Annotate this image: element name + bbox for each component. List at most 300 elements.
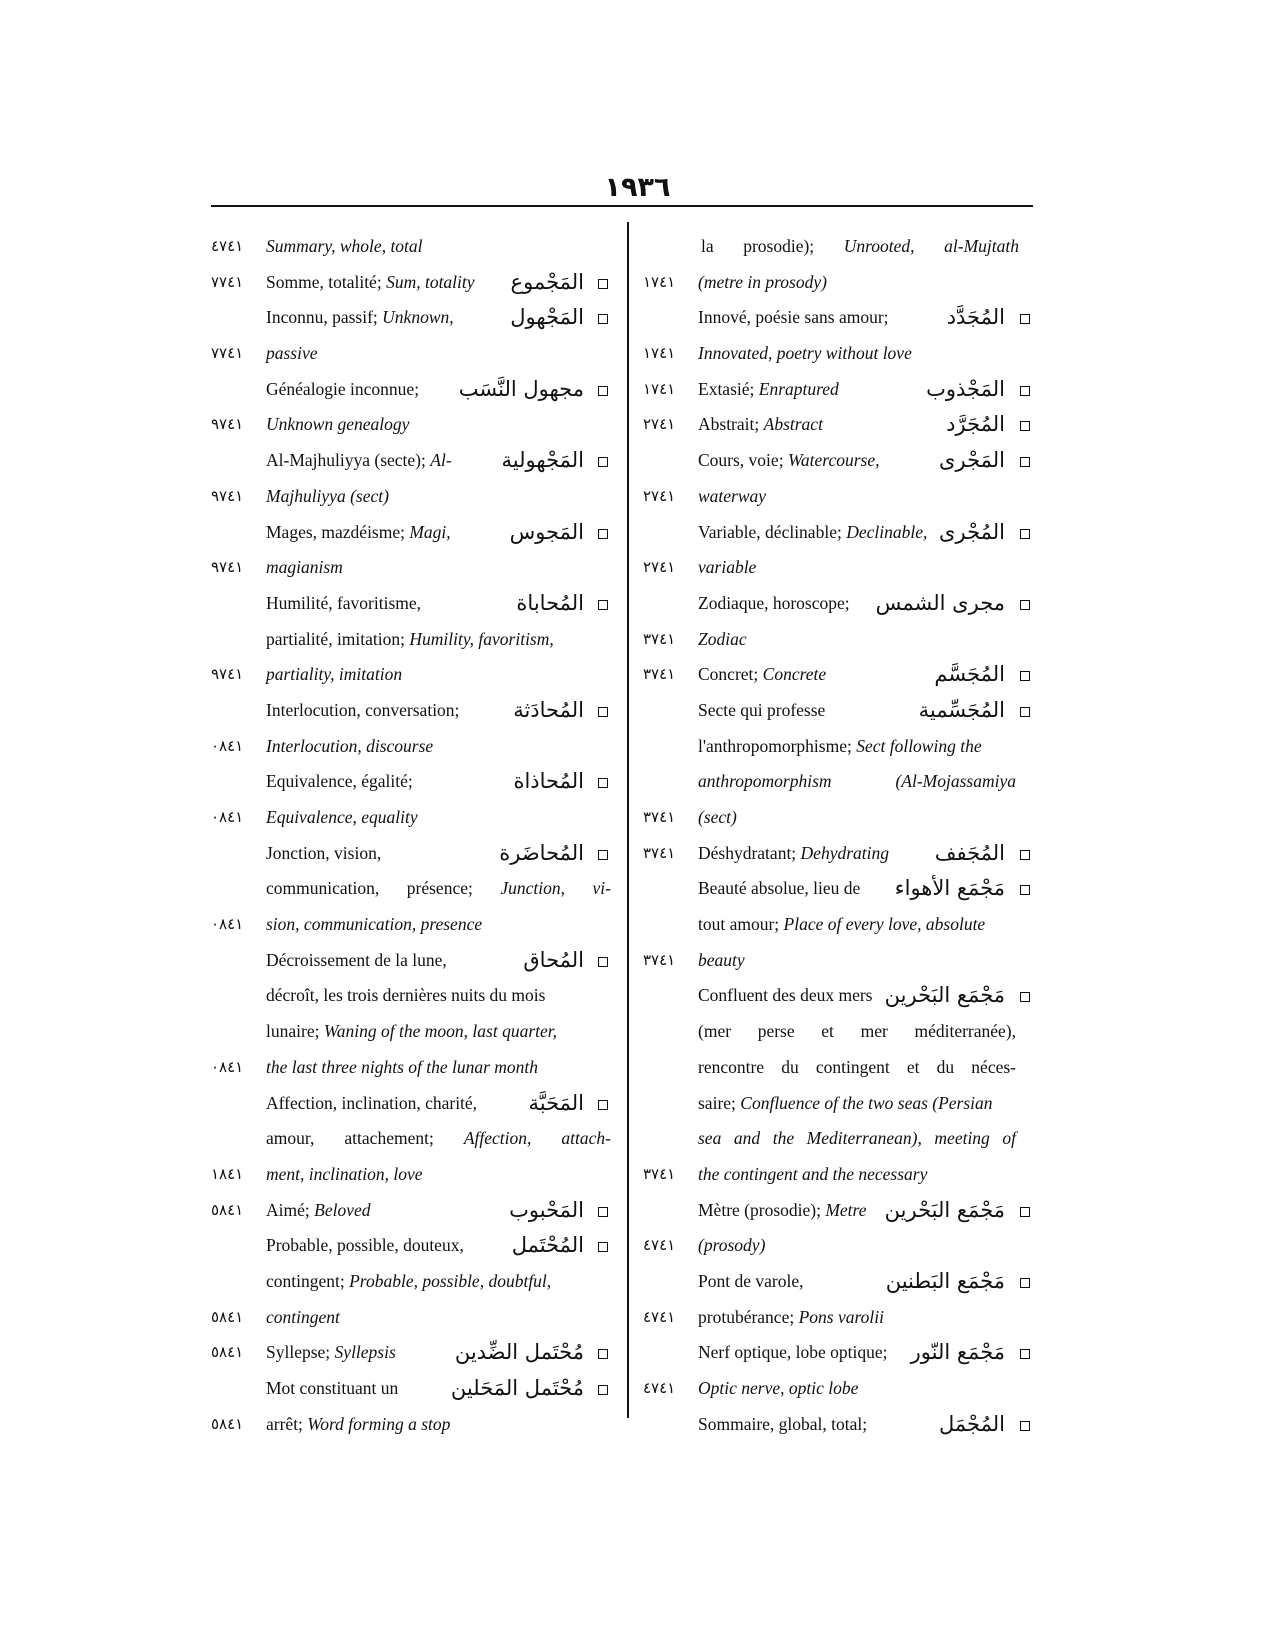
entry-line xyxy=(643,943,1045,979)
entry-line xyxy=(211,1193,622,1229)
reference-number: ١٤٧٢ xyxy=(643,558,676,577)
arabic-headword: مجهول النَّسَب xyxy=(458,376,584,401)
definition-text xyxy=(698,729,982,765)
english-gloss: Place of every love, absolute xyxy=(783,914,986,935)
entry-line xyxy=(643,729,1045,765)
entry-line xyxy=(211,978,622,1014)
arabic-headword: المُجَسَّم xyxy=(934,662,1005,687)
entry-bullet-icon xyxy=(598,1242,608,1252)
entry-bullet-icon xyxy=(1020,1349,1030,1359)
definition-text xyxy=(266,657,402,693)
french-gloss: décroît, les trois dernières nuits du mois xyxy=(266,985,546,1006)
french-gloss: rencontre du contingent et du néces- xyxy=(698,1056,1016,1077)
entry-bullet-icon xyxy=(1020,386,1030,396)
entry-line xyxy=(643,265,1045,301)
english-gloss: Concrete xyxy=(762,664,827,685)
definition-text xyxy=(698,515,927,551)
definition-text xyxy=(698,907,985,943)
entry-line xyxy=(211,764,622,800)
arabic-headword: مجرى الشمس xyxy=(875,590,1005,615)
entry-line xyxy=(643,550,1045,586)
entry-line xyxy=(211,622,622,658)
entry-bullet-icon xyxy=(1020,457,1030,467)
definition-text xyxy=(698,764,1016,800)
french-gloss: (mer perse et mer méditerranée), xyxy=(698,1021,1016,1042)
reference-number: ١٤٨١ xyxy=(211,1164,244,1183)
french-gloss: Mot constituant un xyxy=(266,1378,399,1398)
english-gloss: Equivalence, equality xyxy=(266,807,418,827)
entry-line xyxy=(211,1335,622,1371)
entry-bullet-icon xyxy=(598,386,608,396)
entry-line xyxy=(211,443,622,479)
arabic-headword: المَجوس xyxy=(509,519,584,544)
reference-number: ١٤٧٣ xyxy=(643,843,676,862)
english-gloss: passive xyxy=(266,343,318,364)
entry-line xyxy=(211,336,622,372)
reference-number: ١٤٧٧ xyxy=(211,272,244,291)
english-gloss: Junction, vi- xyxy=(500,878,611,899)
entry-bullet-icon xyxy=(598,1385,608,1395)
definition-text xyxy=(266,336,318,372)
arabic-headword: المُجْرى xyxy=(939,519,1005,544)
definition-text xyxy=(266,943,447,979)
entry-bullet-icon xyxy=(1020,1278,1030,1288)
entry-line xyxy=(643,836,1045,872)
definition-text xyxy=(698,550,756,586)
french-gloss: Humilité, favoritisme, xyxy=(266,592,422,613)
entry-line xyxy=(211,1050,622,1086)
definition-text xyxy=(698,336,912,372)
definition-text xyxy=(266,693,459,729)
definition-text xyxy=(266,1228,464,1264)
arabic-headword: مَجْمَع الأهواء xyxy=(894,876,1005,901)
column-divider xyxy=(627,222,629,1418)
reference-number: ١٤٧٤ xyxy=(211,237,244,255)
definition-text xyxy=(698,871,860,907)
entry-line xyxy=(211,1371,622,1407)
entry-line xyxy=(211,1228,622,1264)
french-gloss: Variable, déclinable; xyxy=(698,521,847,542)
entry-line xyxy=(643,1193,1045,1229)
definition-text xyxy=(698,443,879,479)
arabic-headword: مَجْمَع النّور xyxy=(910,1340,1005,1365)
french-gloss: arrêt; xyxy=(266,1413,308,1434)
entry-line xyxy=(643,229,1045,265)
entry-line xyxy=(643,1300,1045,1336)
arabic-headword: المَجْهول xyxy=(510,305,584,330)
french-gloss: Confluent des deux mers xyxy=(698,985,873,1006)
reference-number: ١٤٨٠ xyxy=(211,1057,244,1076)
reference-number: ١٤٨٥ xyxy=(211,1343,244,1362)
entry-bullet-icon xyxy=(1020,421,1030,431)
entry-bullet-icon xyxy=(598,1207,608,1217)
english-gloss: Beloved xyxy=(314,1199,371,1220)
entry-line xyxy=(643,693,1045,729)
definition-text xyxy=(698,1050,1016,1086)
right-column xyxy=(643,229,1045,1442)
english-gloss: (prosody) xyxy=(698,1235,766,1256)
entry-line xyxy=(643,1014,1045,1050)
definition-text xyxy=(698,1335,888,1371)
definition-text xyxy=(266,550,343,586)
english-gloss: Metre xyxy=(825,1199,867,1220)
definition-text xyxy=(266,372,419,408)
english-gloss: Enraptured xyxy=(758,378,839,399)
definition-text xyxy=(698,622,747,658)
definition-text xyxy=(698,586,850,622)
entry-line xyxy=(643,479,1045,515)
arabic-headword: المُحْتَمل xyxy=(511,1233,584,1258)
entry-line xyxy=(643,622,1045,658)
entry-line xyxy=(211,372,622,408)
entry-line xyxy=(643,1264,1045,1300)
definition-text xyxy=(698,800,737,836)
entry-bullet-icon xyxy=(598,707,608,717)
arabic-headword: مُحْتَمل المَحَلين xyxy=(450,1376,584,1400)
arabic-headword: المَجْموع xyxy=(510,269,584,294)
arabic-headword: مَجْمَع البَطنين xyxy=(885,1268,1005,1293)
entry-bullet-icon xyxy=(1020,707,1030,717)
definition-text xyxy=(698,265,827,301)
french-gloss: tout amour; xyxy=(698,914,784,935)
definition-text xyxy=(698,978,872,1014)
entry-line xyxy=(211,1121,622,1157)
entry-bullet-icon xyxy=(1020,1207,1030,1217)
arabic-headword: مُحْتَمل الضِّدين xyxy=(454,1340,584,1365)
entry-line xyxy=(211,550,622,586)
entry-line xyxy=(211,300,622,336)
english-gloss: partiality, imitation xyxy=(266,664,403,685)
reference-number: ١٤٧١ xyxy=(643,344,676,363)
entry-line xyxy=(643,1050,1045,1086)
entry-line xyxy=(643,1407,1045,1443)
reference-number: ١٤٧٣ xyxy=(643,629,676,648)
reference-number: ١٤٧٣ xyxy=(643,808,676,826)
entry-line xyxy=(643,871,1045,907)
definition-text xyxy=(266,407,409,443)
entry-line xyxy=(211,1407,622,1443)
english-gloss: Syllepsis xyxy=(334,1342,396,1363)
french-gloss: Zodiaque, horoscope; xyxy=(698,592,850,613)
english-gloss: contingent xyxy=(266,1306,340,1327)
entry-line xyxy=(211,943,622,979)
definition-text xyxy=(698,1371,858,1407)
definition-text xyxy=(266,978,545,1014)
definition-text xyxy=(266,1193,370,1229)
english-gloss: sion, communication, presence xyxy=(266,914,483,935)
english-gloss: Declinable, xyxy=(846,521,928,542)
arabic-headword: المُجَرَّد xyxy=(946,412,1005,437)
definition-text xyxy=(266,1371,398,1407)
reference-number: ١٤٧٢ xyxy=(643,486,676,505)
entry-line xyxy=(211,265,622,301)
definition-text xyxy=(698,1300,884,1336)
french-gloss: Décroissement de la lune, xyxy=(266,949,447,970)
entry-bullet-icon xyxy=(1020,1421,1030,1431)
english-gloss: Abstract xyxy=(763,414,823,435)
definition-text xyxy=(266,1335,396,1371)
french-gloss: Généalogie inconnue; xyxy=(266,378,420,399)
entry-bullet-icon xyxy=(598,850,608,860)
definition-text xyxy=(266,300,454,336)
entry-line xyxy=(211,800,622,836)
french-gloss: Affection, inclination, charité, xyxy=(266,1092,478,1113)
french-gloss: Mages, mazdéisme; xyxy=(266,521,410,542)
french-gloss: Beauté absolue, lieu de xyxy=(698,878,861,899)
entry-line xyxy=(643,1157,1045,1193)
entry-line xyxy=(643,657,1045,693)
entry-line xyxy=(211,729,622,765)
entry-line xyxy=(643,764,1045,800)
entry-line xyxy=(211,515,622,551)
french-gloss: Aimé; xyxy=(266,1199,315,1220)
definition-text xyxy=(698,479,766,515)
reference-number: ١٤٧٣ xyxy=(643,665,676,684)
entry-line xyxy=(211,871,622,907)
entry-bullet-icon xyxy=(598,957,608,967)
definition-text xyxy=(266,1086,477,1122)
entry-bullet-icon xyxy=(1020,529,1030,539)
french-gloss: Pont de varole, xyxy=(698,1270,804,1291)
english-gloss: Word forming a stop xyxy=(307,1413,451,1434)
french-gloss: partialité, imitation; xyxy=(266,628,410,649)
entry-line xyxy=(643,800,1045,836)
english-gloss: beauty xyxy=(698,949,745,970)
entry-bullet-icon xyxy=(1020,314,1030,324)
entry-line xyxy=(211,1264,622,1300)
reference-number: ١٤٧٤ xyxy=(643,1307,676,1326)
english-gloss: (sect) xyxy=(698,807,737,827)
english-gloss: ment, inclination, love xyxy=(266,1163,423,1184)
definition-text xyxy=(266,515,451,551)
french-gloss: Syllepse; xyxy=(266,1342,335,1363)
definition-text xyxy=(266,479,389,515)
arabic-headword: المُجْمَل xyxy=(939,1411,1005,1436)
definition-text xyxy=(698,407,823,443)
entry-line xyxy=(643,407,1045,443)
definition-text xyxy=(266,265,475,301)
entry-line xyxy=(211,586,622,622)
french-gloss: Mètre (prosodie); xyxy=(698,1199,826,1220)
french-gloss: Inconnu, passif; xyxy=(266,307,383,328)
definition-text xyxy=(698,1264,803,1300)
reference-number: ١٤٧٤ xyxy=(643,1236,676,1255)
entry-bullet-icon xyxy=(1020,885,1030,895)
header-rule xyxy=(211,205,1033,207)
arabic-headword: المُحادَثة xyxy=(513,697,584,722)
french-gloss: Secte qui professe xyxy=(698,699,826,720)
entry-bullet-icon xyxy=(598,600,608,610)
french-gloss: lunaire; xyxy=(266,1021,324,1042)
entry-bullet-icon xyxy=(598,1100,608,1110)
reference-number: ١٤٨٥ xyxy=(211,1200,244,1219)
arabic-headword: المُحاذاة xyxy=(513,769,584,794)
english-gloss: waterway xyxy=(698,485,767,506)
reference-number: ١٤٨٠ xyxy=(211,808,244,826)
entry-bullet-icon xyxy=(598,529,608,539)
french-gloss: Concret; xyxy=(698,664,763,685)
definition-text xyxy=(698,1014,1016,1050)
definition-text xyxy=(266,907,482,943)
english-gloss: sea and the Mediterranean), meeting of xyxy=(698,1128,1016,1149)
definition-text xyxy=(266,1014,557,1050)
french-gloss: amour, attachement; xyxy=(266,1128,464,1149)
english-gloss: the last three nights of the lunar month xyxy=(266,1056,539,1077)
entry-line xyxy=(211,907,622,943)
definition-text xyxy=(266,1300,340,1336)
english-gloss: Waning of the moon, last quarter, xyxy=(323,1021,558,1042)
entry-line xyxy=(211,479,622,515)
entry-line xyxy=(211,1086,622,1122)
reference-number: ١٤٨٥ xyxy=(211,1414,244,1433)
english-gloss: Unrooted, al-Mujtath xyxy=(843,236,1019,256)
reference-number: ١٤٨٠ xyxy=(211,736,244,755)
entry-line xyxy=(211,407,622,443)
definition-text xyxy=(266,1121,611,1157)
definition-text xyxy=(266,443,452,479)
reference-number: ١٤٧٩ xyxy=(211,558,244,577)
definition-text xyxy=(698,943,745,979)
entry-line xyxy=(643,1228,1045,1264)
reference-number: ١٤٧١ xyxy=(643,272,676,291)
definition-text xyxy=(266,622,554,658)
english-gloss: Innovated, poetry without love xyxy=(698,343,912,364)
entry-bullet-icon xyxy=(1020,600,1030,610)
entry-line xyxy=(643,300,1045,336)
english-gloss: Humility, favoritism, xyxy=(409,628,554,649)
definition-text xyxy=(266,1157,423,1193)
english-gloss: Sect following the xyxy=(856,735,982,756)
reference-number: ١٤٧٧ xyxy=(211,344,244,363)
english-gloss: Interlocution, discourse xyxy=(266,735,434,756)
english-gloss: Magi, xyxy=(409,521,451,542)
entry-bullet-icon xyxy=(1020,850,1030,860)
english-gloss: Majhuliyya (sect) xyxy=(266,485,389,506)
arabic-headword: مَجْمَع البَحْرين xyxy=(884,983,1005,1008)
reference-number: ١٤٧٤ xyxy=(643,1379,676,1397)
arabic-headword: المُحاباة xyxy=(516,590,584,615)
entry-bullet-icon xyxy=(598,279,608,289)
english-gloss: Zodiac xyxy=(698,628,747,649)
arabic-headword: المَجْهولية xyxy=(501,448,584,473)
definition-text xyxy=(698,657,826,693)
french-gloss: Sommaire, global, total; xyxy=(698,1413,868,1434)
definition-text xyxy=(266,729,433,765)
entry-line xyxy=(643,443,1045,479)
page-number: ١٩٣٦ xyxy=(604,172,671,203)
arabic-headword: المُجَفف xyxy=(934,840,1005,865)
french-gloss: Extasié; xyxy=(698,378,759,399)
english-gloss: Watercourse, xyxy=(787,450,880,471)
english-gloss: Optic nerve, optic lobe xyxy=(698,1378,859,1398)
french-gloss: Nerf optique, lobe optique; xyxy=(698,1342,888,1363)
definition-text xyxy=(698,1193,866,1229)
reference-number: ١٤٧٩ xyxy=(211,415,244,434)
definition-text xyxy=(698,1157,927,1193)
english-gloss: Unknown genealogy xyxy=(266,414,410,435)
left-column xyxy=(211,229,622,1442)
french-gloss: Interlocution, conversation; xyxy=(266,699,460,720)
definition-text xyxy=(698,836,889,872)
entry-line xyxy=(643,1121,1045,1157)
definition-text xyxy=(266,1407,450,1443)
english-gloss: Affection, attach- xyxy=(463,1128,611,1149)
french-gloss: saire; xyxy=(698,1092,741,1113)
entry-line xyxy=(643,372,1045,408)
entry-line xyxy=(643,515,1045,551)
english-gloss: the contingent and the necessary xyxy=(698,1163,928,1184)
entry-bullet-icon xyxy=(598,778,608,788)
reference-number: ١٤٧٣ xyxy=(643,1164,676,1183)
definition-text xyxy=(266,229,423,265)
definition-text xyxy=(266,800,418,836)
entry-line xyxy=(211,229,622,265)
arabic-headword: المُحاضَرة xyxy=(499,840,584,865)
entry-line xyxy=(643,1086,1045,1122)
entry-line xyxy=(643,1335,1045,1371)
entry-line xyxy=(211,693,622,729)
reference-number: ١٤٧١ xyxy=(643,379,676,398)
arabic-headword: المُحاق xyxy=(523,947,584,972)
english-gloss: Pons varolii xyxy=(798,1306,884,1327)
french-gloss: Somme, totalité; xyxy=(266,271,387,292)
french-gloss: la prosodie); xyxy=(701,236,844,256)
french-gloss: Innové, poésie sans amour; xyxy=(698,307,889,328)
french-gloss: protubérance; xyxy=(698,1306,799,1327)
arabic-headword: المَجْرى xyxy=(939,448,1005,473)
definition-text xyxy=(266,764,413,800)
definition-text xyxy=(266,836,381,872)
english-gloss: magianism xyxy=(266,557,343,578)
definition-text xyxy=(701,229,1019,265)
reference-number: ١٤٧٢ xyxy=(643,415,676,434)
french-gloss: Al-Majhuliyya (secte); xyxy=(266,450,431,471)
english-gloss: Unknown, xyxy=(382,307,454,328)
entry-bullet-icon xyxy=(598,314,608,324)
entry-line xyxy=(211,1300,622,1336)
arabic-headword: المَحَبَّة xyxy=(528,1090,584,1115)
entry-bullet-icon xyxy=(598,1349,608,1359)
entry-line xyxy=(643,907,1045,943)
english-gloss: Sum, totality xyxy=(386,271,475,292)
entry-line xyxy=(643,1371,1045,1407)
arabic-headword: مَجْمَع البَحْرين xyxy=(884,1197,1005,1222)
french-gloss: Probable, possible, douteux, xyxy=(266,1235,464,1256)
arabic-headword: المُجَدَّد xyxy=(946,305,1005,330)
definition-text xyxy=(698,300,889,336)
entry-line xyxy=(643,978,1045,1014)
entry-line xyxy=(211,1157,622,1193)
arabic-headword: المَحْبوب xyxy=(509,1197,584,1222)
entry-line xyxy=(211,657,622,693)
reference-number: ١٤٧٩ xyxy=(211,486,244,505)
entry-bullet-icon xyxy=(1020,992,1030,1002)
entry-bullet-icon xyxy=(598,457,608,467)
french-gloss: Equivalence, égalité; xyxy=(266,771,413,792)
arabic-headword: المُجَسِّمية xyxy=(918,697,1005,722)
english-gloss: Al- xyxy=(430,450,452,471)
definition-text xyxy=(698,1407,867,1443)
entry-line xyxy=(211,836,622,872)
french-gloss: l'anthropomorphisme; xyxy=(698,735,857,756)
french-gloss: communication, présence; xyxy=(266,878,501,899)
definition-text xyxy=(698,693,825,729)
reference-number: ١٤٨٠ xyxy=(211,915,244,934)
english-gloss: Dehydrating xyxy=(800,842,890,863)
definition-text xyxy=(698,1228,765,1264)
definition-text xyxy=(698,1086,993,1122)
entry-line xyxy=(211,1014,622,1050)
